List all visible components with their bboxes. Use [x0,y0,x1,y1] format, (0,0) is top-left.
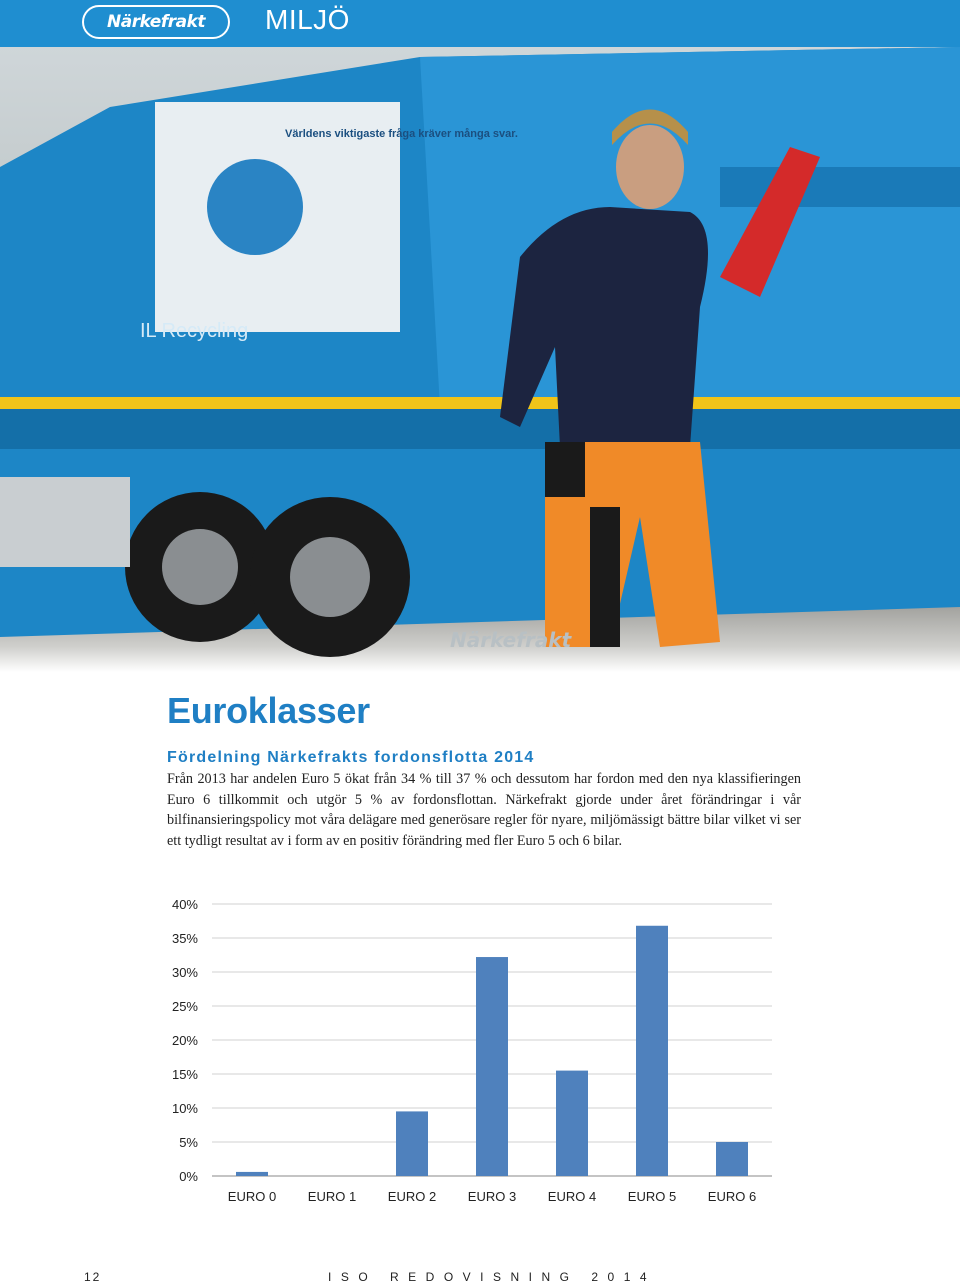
bar-euro-0 [236,1172,268,1176]
bar-euro-6 [716,1142,748,1176]
bar-euro-3 [476,957,508,1176]
x-tick-label: EURO 3 [467,1189,517,1204]
page-number: 12 [84,1270,102,1284]
x-tick-label: EURO 4 [547,1189,597,1204]
section-title: MILJÖ [265,4,350,35]
hero-photo [0,47,960,672]
x-tick-label: EURO 1 [307,1189,357,1204]
article-body: Från 2013 har andelen Euro 5 ökat från 34 % till 37 % och dessutom har fordon med den nya klassifieringen Euro 6 tillkommit och utgör 5 % av fordonsflottan. Närkefrakt gjorde under året förändringar i vår bilfinansieringspolicy mot våra delägare med generösare regler för nyare, miljömässigt bättre bilar vilket vi ser ett tydligt resultat av i form av en positiv förändring med fler Euro 5 och 6 bilar. [167,771,801,849]
bar-euro-4 [556,1071,588,1176]
truck-ad-text: Världens viktigaste fråga kräver många svar. [285,128,518,140]
company-logo: Närkefrakt [82,5,230,39]
bar-euro-2 [396,1111,428,1176]
truck-logo-text: Närkefrakt [450,628,572,652]
truck-brand-text: IL Recycling [140,320,249,342]
article-subtitle: Fördelning Närkefrakts fordonsflotta 2014 [167,749,535,766]
y-tick-label: 15% [171,1067,198,1082]
article-title: Euroklasser [167,690,370,731]
y-tick-label: 10% [171,1101,198,1116]
y-tick-label: 0% [179,1169,198,1184]
euro-class-bar-chart [0,885,960,1210]
top-bar [0,0,960,47]
y-tick-label: 20% [171,1033,198,1048]
y-tick-label: 25% [171,999,198,1014]
y-tick-label: 40% [171,897,198,912]
x-tick-label: EURO 5 [627,1189,677,1204]
x-tick-label: EURO 0 [227,1189,277,1204]
bar-euro-5 [636,926,668,1176]
y-tick-label: 35% [171,931,198,946]
publication-name: ISO REDOVISNING 2014 [328,1270,657,1284]
x-tick-label: EURO 2 [387,1189,437,1204]
x-tick-label: EURO 6 [707,1189,757,1204]
y-tick-label: 30% [171,965,198,980]
y-tick-label: 5% [179,1135,198,1150]
